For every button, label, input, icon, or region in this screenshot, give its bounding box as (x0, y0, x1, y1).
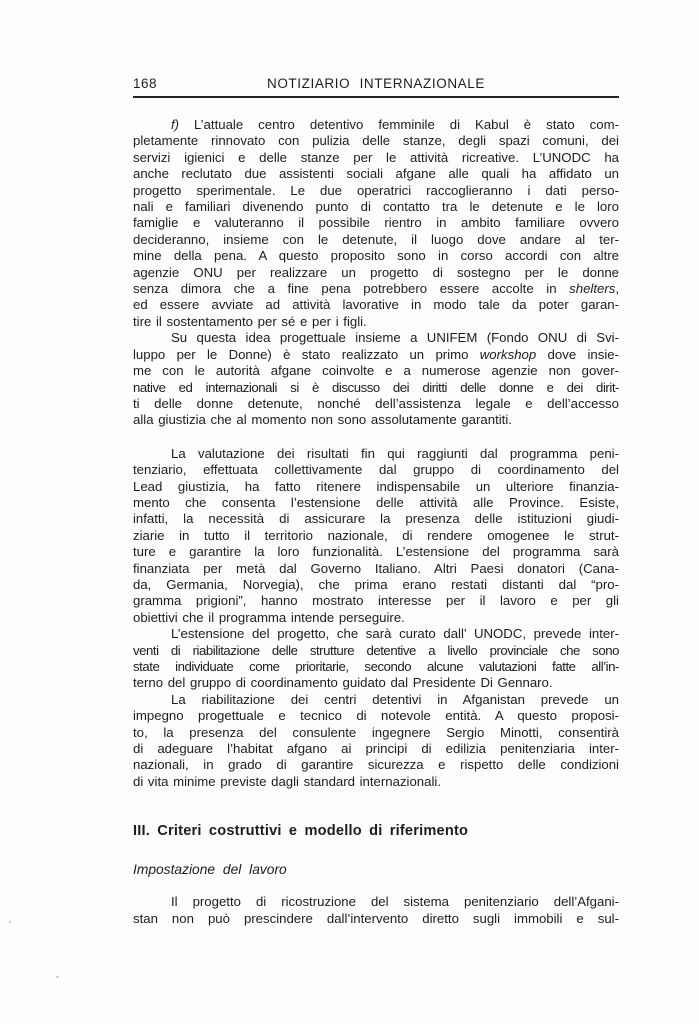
text-line: L’estensione del progetto, che sarà curato dall’ UNODC, prevede inter- (171, 626, 619, 642)
text-line (133, 117, 619, 133)
paragraph (133, 692, 619, 790)
paragraph (133, 330, 619, 428)
text-line: famiglie e valuteranno il possibile rientro in ambito familiare ovvero (133, 215, 619, 231)
text-line: ziarie in tutto il territorio nazionale, di rendere omogenee le strut- (133, 527, 619, 543)
text-line: Il progetto di ricostruzione del sistema penitenziario dell’Afgani- (171, 894, 619, 910)
text-line: anche reclutato due assistenti sociali afgane alle quali ha affidato un (133, 166, 619, 182)
text-line: Su questa idea progettuale insieme a UNIFEM (Fondo ONU di Svi- (171, 330, 619, 346)
paragraph (133, 117, 619, 330)
italic-text: shelters (569, 281, 616, 297)
text-line: di adeguare l’habitat afgano ai principi di edilizia penitenziaria inter- (133, 741, 619, 757)
running-title: NOTIZIARIO INTERNAZIONALE (266, 76, 486, 91)
text-line (133, 281, 619, 297)
text-line: La valutazione dei risultati fin qui raggiunti dal programma peni- (171, 445, 619, 461)
text-line: terno del gruppo di coordinamento guidato dal Presidente Di Gennaro. (133, 675, 553, 691)
page-header (133, 76, 619, 98)
paragraph (133, 446, 619, 626)
text-line: state individuate come prioritarie, secondo alcune valutazioni fatte all’in- (133, 659, 619, 674)
text-line: tenziario, effettuata collettivamente dal gruppo di coordinamento del (133, 462, 619, 478)
text-line: nazionali, in grado di garantire sicurezza e rispetto delle condizioni (133, 757, 619, 773)
text-segment: L’attuale centro detentivo femminile di Kabul è stato com- (179, 117, 619, 132)
text-line: pletamente rinnovato con pulizia delle stanze, degli spazi comuni, dei (133, 133, 619, 149)
page-body (133, 117, 619, 927)
text-line: impegno progettuale e tecnico di notevole entità. A questo proposi- (133, 708, 619, 724)
text-line: da, Germania, Norvegia), che prima erano restati distanti dal “pro- (133, 576, 619, 592)
text-line: venti di riabilitazione delle strutture detentive a livello provinciale che sono (133, 642, 619, 658)
paragraph (133, 626, 619, 692)
section-heading: III. Criteri costruttivi e modello di riferimento (133, 823, 469, 840)
text-line: Lead giustizia, ha fatto ritenere indispensabile un ulteriore finanzia- (133, 478, 619, 494)
text-line: servizi igienici e delle stanze per le attività ricreative. L’UNODC ha (133, 149, 619, 165)
text-line: di vita minime previste dagli standard internazionali. (133, 773, 441, 789)
text-line: La riabilitazione dei centri detentivi in Afganistan prevede un (171, 691, 619, 707)
text-segment: , (615, 281, 619, 297)
text-line: infatti, la necessità di assicurare la presenza delle istituzioni giudi- (133, 511, 619, 527)
text-line: finanziata per metà dal Governo Italiano. Altri Paesi donatori (Cana- (133, 560, 619, 576)
text-line (133, 347, 619, 363)
text-line: progetto sperimentale. Le due operatrici raccoglieranno i dati perso- (133, 182, 619, 198)
text-line: stan non può prescindere dall’intervento diretto sugli immobili e sul- (133, 910, 619, 926)
text-line: nali e familiari divenendo punto di contatto tra le detenute e le loro (133, 199, 619, 215)
text-line: alla giustizia che al momento non sono assolutamente garantiti. (133, 412, 512, 428)
text-line: obiettivi che il programma intende perseguire. (133, 609, 405, 625)
text-line: native ed internazionali si è discusso dei diritti delle donne e dei dirit- (133, 379, 619, 395)
text-line: ti delle donne detenute, nonché dell’assistenza legale e dell’accesso (133, 395, 619, 411)
text-line: gramma prigioni”, hanno mostrato interesse per il lavoro e per gli (133, 593, 619, 609)
text-line: to, la presenza del consulente ingegnere Sergio Minotti, consentirà (133, 724, 619, 740)
text-segment: luppo per le Donne) è stato realizzato un primo (133, 346, 480, 362)
text-line: ture e garantire la loro funzionalità. L’estensione del programma sarà (133, 544, 619, 560)
page-number: 168 (133, 76, 158, 91)
paragraph-gap (133, 429, 619, 446)
text-line: tire il sostentamento per sé e per i figli. (133, 313, 367, 329)
section-subheading: Impostazione del lavoro (133, 862, 287, 878)
italic-text: f) (171, 117, 180, 132)
text-line: mento che consenta l’estensione delle attività alle Province. Esiste, (133, 494, 619, 510)
text-line: ed essere avviate ad attività lavorative in modo tale da poter garan- (133, 297, 619, 313)
text-line: me con le autorità afgane coinvolte e a numerose agenzie non gover- (133, 363, 619, 379)
text-line: decideranno, insieme con le detenute, il luogo dove andare al ter- (133, 231, 619, 247)
scan-artifact (9, 921, 11, 923)
text-segment: senza dimora che a fine pena potrebbero essere accolte in (133, 281, 570, 297)
text-line: agenzie ONU per realizzare un progetto di sostegno per le donne (133, 264, 619, 280)
text-segment: dove insie- (536, 346, 619, 362)
text-line: mine della pena. A questo proposito sono in corso accordi con altre (133, 248, 619, 264)
scan-artifact (56, 976, 59, 978)
italic-text: workshop (479, 346, 537, 362)
paragraph (133, 894, 619, 927)
